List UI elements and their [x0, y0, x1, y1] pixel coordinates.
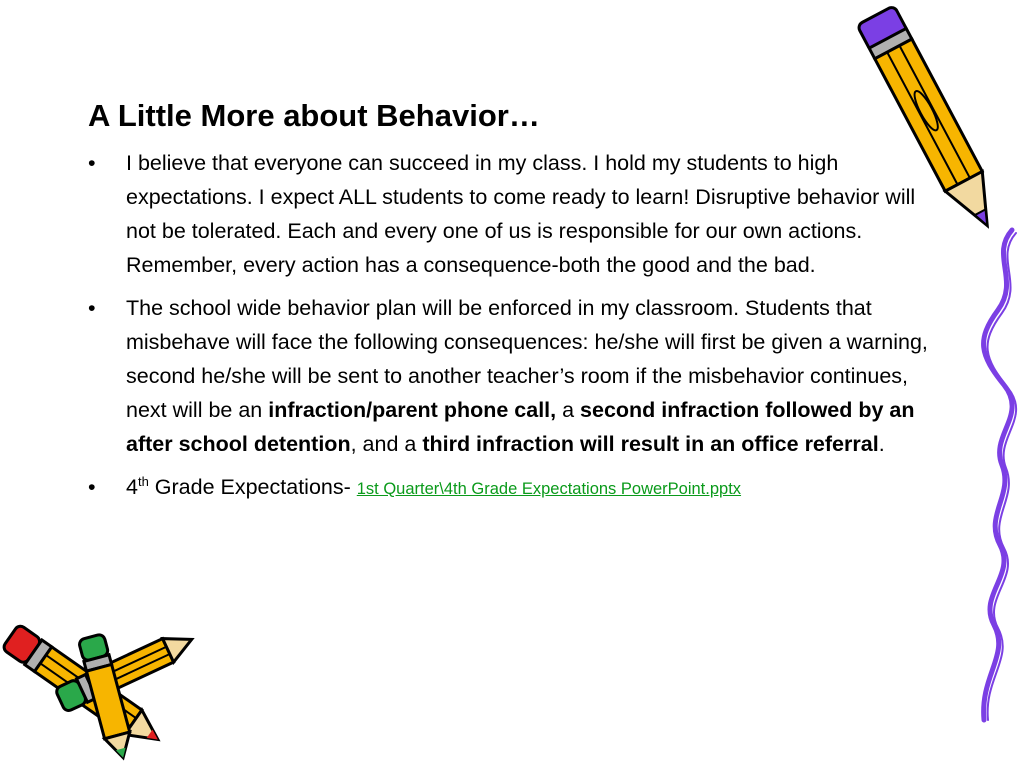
bullet-item [88, 470, 938, 506]
bullet-bold-text: third infraction will result in an office referral [422, 432, 879, 456]
bullet-text: Grade Expectations- [148, 475, 357, 499]
squiggle-line-icon [960, 225, 1024, 725]
bullet-marker: • [88, 296, 96, 320]
bullet-text: a [556, 398, 581, 422]
expectations-file-link[interactable]: 1st Quarter\4th Grade Expectations PowerPoint.pptx [356, 480, 742, 498]
slide-body [88, 146, 938, 515]
crossed-pencils-icon [0, 615, 210, 765]
bullet-marker: • [88, 475, 96, 499]
bullet-text: 4 [126, 475, 138, 499]
bullet-text: . [878, 432, 885, 456]
bullet-bold-text: second infraction followed by an after school detention [126, 398, 915, 456]
bullet-marker: • [88, 151, 96, 175]
slide-title: A Little More about Behavior… [88, 98, 540, 133]
bullet-item [88, 146, 938, 282]
bullet-item [88, 291, 938, 461]
ordinal-superscript: th [137, 473, 149, 489]
bullet-text: The school wide behavior plan will be enforced in my classroom. Students that misbehave will face the following consequences: he/she will first be given a warning, second he/she will be sent to another teacher’s room if the misbehavior continues, next will be an [126, 296, 928, 422]
bullet-text: I believe that everyone can succeed in my class. I hold my students to high expectations. I expect ALL students to come ready to learn! Disruptive behavior will not be tolerated. Each and every one of us is responsible for our own actions. Remember, every action has a consequence-both the good and the bad. [126, 151, 916, 277]
bullet-bold-text: infraction/parent phone call, [268, 398, 557, 422]
bullet-text: , and a [350, 432, 423, 456]
